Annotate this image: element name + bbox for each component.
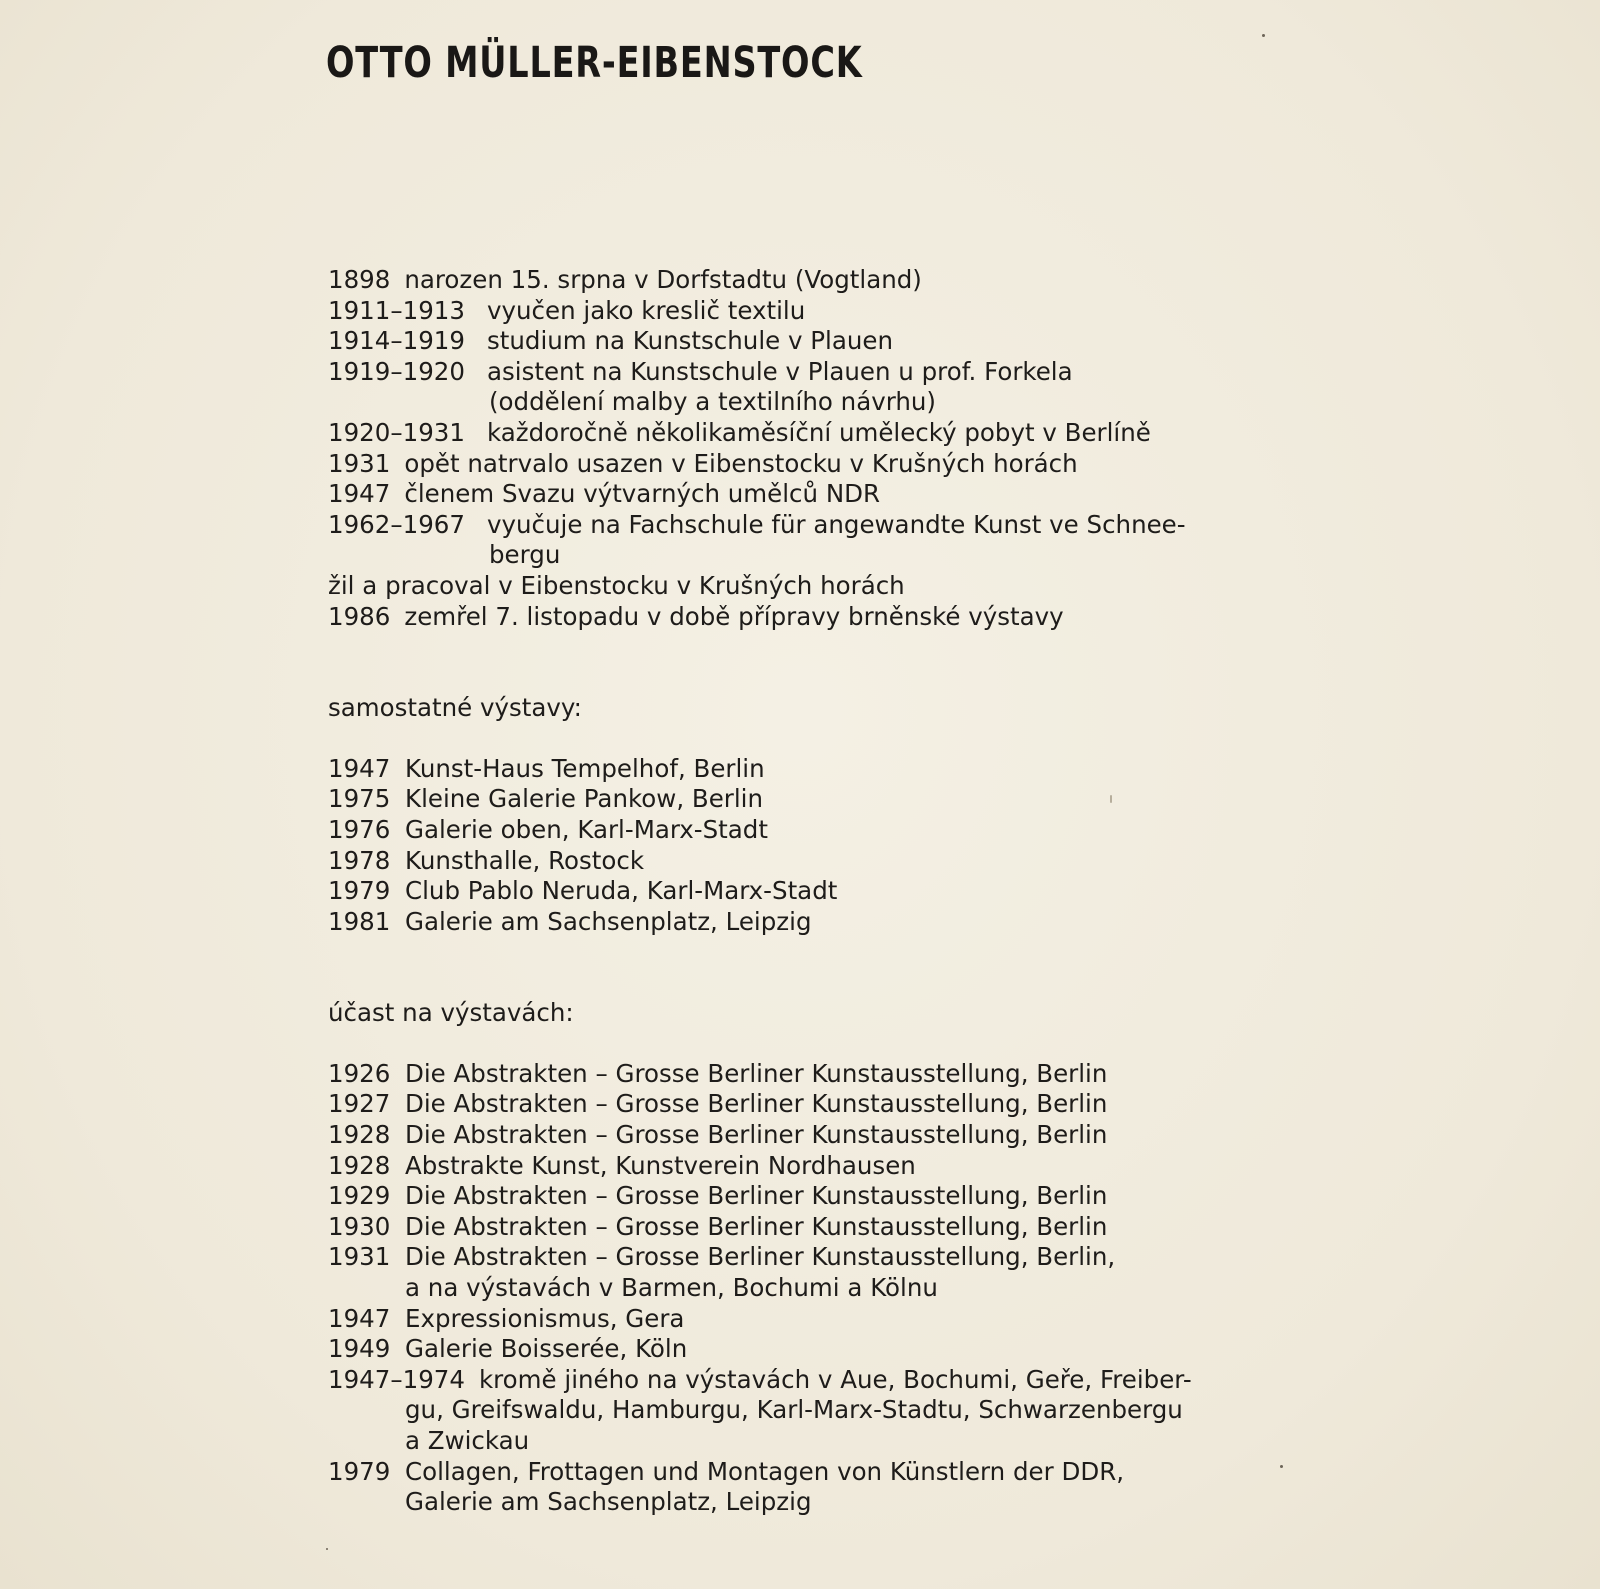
group-exhibition-row <box>328 1426 1288 1457</box>
exhibition-year: 1947 <box>328 753 391 783</box>
paper-speck <box>1262 34 1265 37</box>
spacer <box>328 937 1288 968</box>
exhibition-text-continued: a na výstavách v Barmen, Bochumi a Kölnu <box>405 1273 938 1303</box>
exhibition-text: Abstrakte Kunst, Kunstverein Nordhausen <box>405 1150 916 1180</box>
group-exhibition-row <box>328 1334 1288 1365</box>
bio-year: 1947 <box>328 479 391 509</box>
bio-year: 1919–1920 <box>328 356 465 386</box>
bio-year: 1920–1931 <box>328 417 465 447</box>
bio-text: asistent na Kunstschule v Plauen u prof. Forkela <box>487 356 1073 386</box>
solo-exhibition-row <box>328 846 1288 877</box>
exhibition-year: 1979 <box>328 1456 391 1486</box>
document-body <box>328 265 1288 1518</box>
exhibition-text: Expressionismus, Gera <box>405 1303 685 1333</box>
group-exhibition-row <box>328 1120 1288 1151</box>
exhibition-year: 1931 <box>328 1242 391 1272</box>
group-exhibition-row <box>328 1395 1288 1426</box>
exhibition-text: Die Abstrakten – Grosse Berliner Kunstausstellung, Berlin <box>405 1089 1108 1119</box>
bio-row <box>328 418 1288 449</box>
bio-text: opět natrvalo usazen v Eibenstocku v Krušných horách <box>404 448 1078 478</box>
paper-speck <box>1110 795 1112 803</box>
exhibition-year: 1927 <box>328 1089 391 1119</box>
bio-text: zemřel 7. listopadu v době přípravy brněnské výstavy <box>404 601 1064 631</box>
bio-row <box>328 602 1288 633</box>
exhibition-year: 1947 <box>328 1303 391 1333</box>
bio-text: studium na Kunstschule v Plauen <box>487 326 894 356</box>
bio-text: členem Svazu výtvarných umělců NDR <box>404 479 881 509</box>
exhibition-year: 1979 <box>328 876 391 906</box>
solo-exhibitions-heading: samostatné výstavy: <box>328 693 582 723</box>
exhibition-text: Galerie oben, Karl-Marx-Stadt <box>405 814 768 844</box>
bio-row <box>328 357 1288 388</box>
exhibition-text: Kunsthalle, Rostock <box>405 845 645 875</box>
biography-list <box>328 265 1288 632</box>
group-exhibitions-heading: účast na výstavách: <box>328 998 574 1028</box>
bio-year: 1914–1919 <box>328 326 465 356</box>
bio-row <box>328 326 1288 357</box>
exhibition-text-continued: Galerie am Sachsenplatz, Leipzig <box>405 1487 812 1517</box>
exhibition-text: Galerie am Sachsenplatz, Leipzig <box>405 906 812 936</box>
bio-row <box>328 540 1288 571</box>
bio-text: vyučen jako kreslič textilu <box>487 295 806 325</box>
bio-text: každoročně několikaměsíční umělecký pobyt v Berlíně <box>487 417 1151 447</box>
bio-year: 1911–1913 <box>328 295 465 325</box>
exhibition-text: Kleine Galerie Pankow, Berlin <box>405 784 763 814</box>
exhibition-text: Die Abstrakten – Grosse Berliner Kunstausstellung, Berlin <box>405 1181 1108 1211</box>
page-title: OTTO MÜLLER-EIBENSTOCK <box>326 38 863 88</box>
bio-text: žil a pracoval v Eibenstocku v Krušných horách <box>328 570 905 600</box>
solo-exhibition-row <box>328 784 1288 815</box>
exhibition-text: Die Abstrakten – Grosse Berliner Kunstausstellung, Berlin <box>405 1058 1108 1088</box>
bio-year: 1962–1967 <box>328 509 465 539</box>
group-exhibition-row <box>328 1181 1288 1212</box>
exhibition-year: 1975 <box>328 784 391 814</box>
group-exhibition-row <box>328 1457 1288 1488</box>
group-exhibition-row <box>328 1487 1288 1518</box>
bio-text: narozen 15. srpna v Dorfstadtu (Vogtland) <box>404 265 922 294</box>
exhibition-text: Die Abstrakten – Grosse Berliner Kunstausstellung, Berlin <box>405 1211 1108 1241</box>
bio-row <box>328 387 1288 418</box>
exhibition-year: 1926 <box>328 1058 391 1088</box>
exhibition-year: 1930 <box>328 1211 391 1241</box>
bio-text-continued: bergu <box>489 540 561 570</box>
bio-row <box>328 296 1288 327</box>
bio-row <box>328 479 1288 510</box>
exhibition-year: 1978 <box>328 845 391 875</box>
group-exhibition-row <box>328 1059 1288 1090</box>
exhibition-text-continued: gu, Greifswaldu, Hamburgu, Karl-Marx-Stadtu, Schwarzenbergu <box>405 1395 1183 1425</box>
exhibition-year: 1928 <box>328 1150 391 1180</box>
bio-text-continued: (oddělení malby a textilního návrhu) <box>489 387 936 417</box>
bio-row <box>328 449 1288 480</box>
group-exhibition-row <box>328 1089 1288 1120</box>
exhibition-text: Galerie Boisserée, Köln <box>405 1334 688 1364</box>
solo-exhibitions-list <box>328 754 1288 938</box>
exhibition-text: Die Abstrakten – Grosse Berliner Kunstausstellung, Berlin, <box>405 1242 1116 1272</box>
solo-exhibition-row <box>328 754 1288 785</box>
exhibition-text: kromě jiného na výstavách v Aue, Bochumi, Geře, Freiber- <box>478 1364 1192 1394</box>
paper-speck <box>326 1548 328 1550</box>
solo-exhibition-row <box>328 876 1288 907</box>
paper-speck <box>1280 1465 1283 1468</box>
solo-exhibition-row <box>328 907 1288 938</box>
group-exhibition-row <box>328 1273 1288 1304</box>
exhibition-year: 1981 <box>328 906 391 936</box>
exhibition-year: 1949 <box>328 1334 391 1364</box>
group-exhibition-row <box>328 1151 1288 1182</box>
bio-row <box>328 510 1288 541</box>
group-exhibitions-list <box>328 1059 1288 1518</box>
exhibition-year: 1929 <box>328 1181 391 1211</box>
bio-text: vyučuje na Fachschule für angewandte Kunst ve Schnee- <box>487 509 1186 539</box>
solo-exhibition-row <box>328 815 1288 846</box>
exhibition-text: Die Abstrakten – Grosse Berliner Kunstausstellung, Berlin <box>405 1120 1108 1150</box>
bio-year: 1898 <box>328 265 391 294</box>
exhibition-year: 1976 <box>328 814 391 844</box>
group-exhibition-row <box>328 1304 1288 1335</box>
exhibition-year: 1947–1974 <box>328 1364 465 1394</box>
exhibition-text: Collagen, Frottagen und Montagen von Künstlern der DDR, <box>405 1456 1125 1486</box>
group-exhibition-row <box>328 1242 1288 1273</box>
bio-row <box>328 265 1288 296</box>
group-exhibition-row <box>328 1212 1288 1243</box>
exhibition-year: 1928 <box>328 1120 391 1150</box>
exhibition-text-continued: a Zwickau <box>405 1426 530 1455</box>
bio-row <box>328 571 1288 602</box>
exhibition-text: Kunst-Haus Tempelhof, Berlin <box>405 753 765 783</box>
bio-year: 1931 <box>328 448 391 478</box>
group-exhibition-row <box>328 1365 1288 1396</box>
spacer <box>328 632 1288 663</box>
exhibition-text: Club Pablo Neruda, Karl-Marx-Stadt <box>405 876 838 906</box>
bio-year: 1986 <box>328 601 391 631</box>
